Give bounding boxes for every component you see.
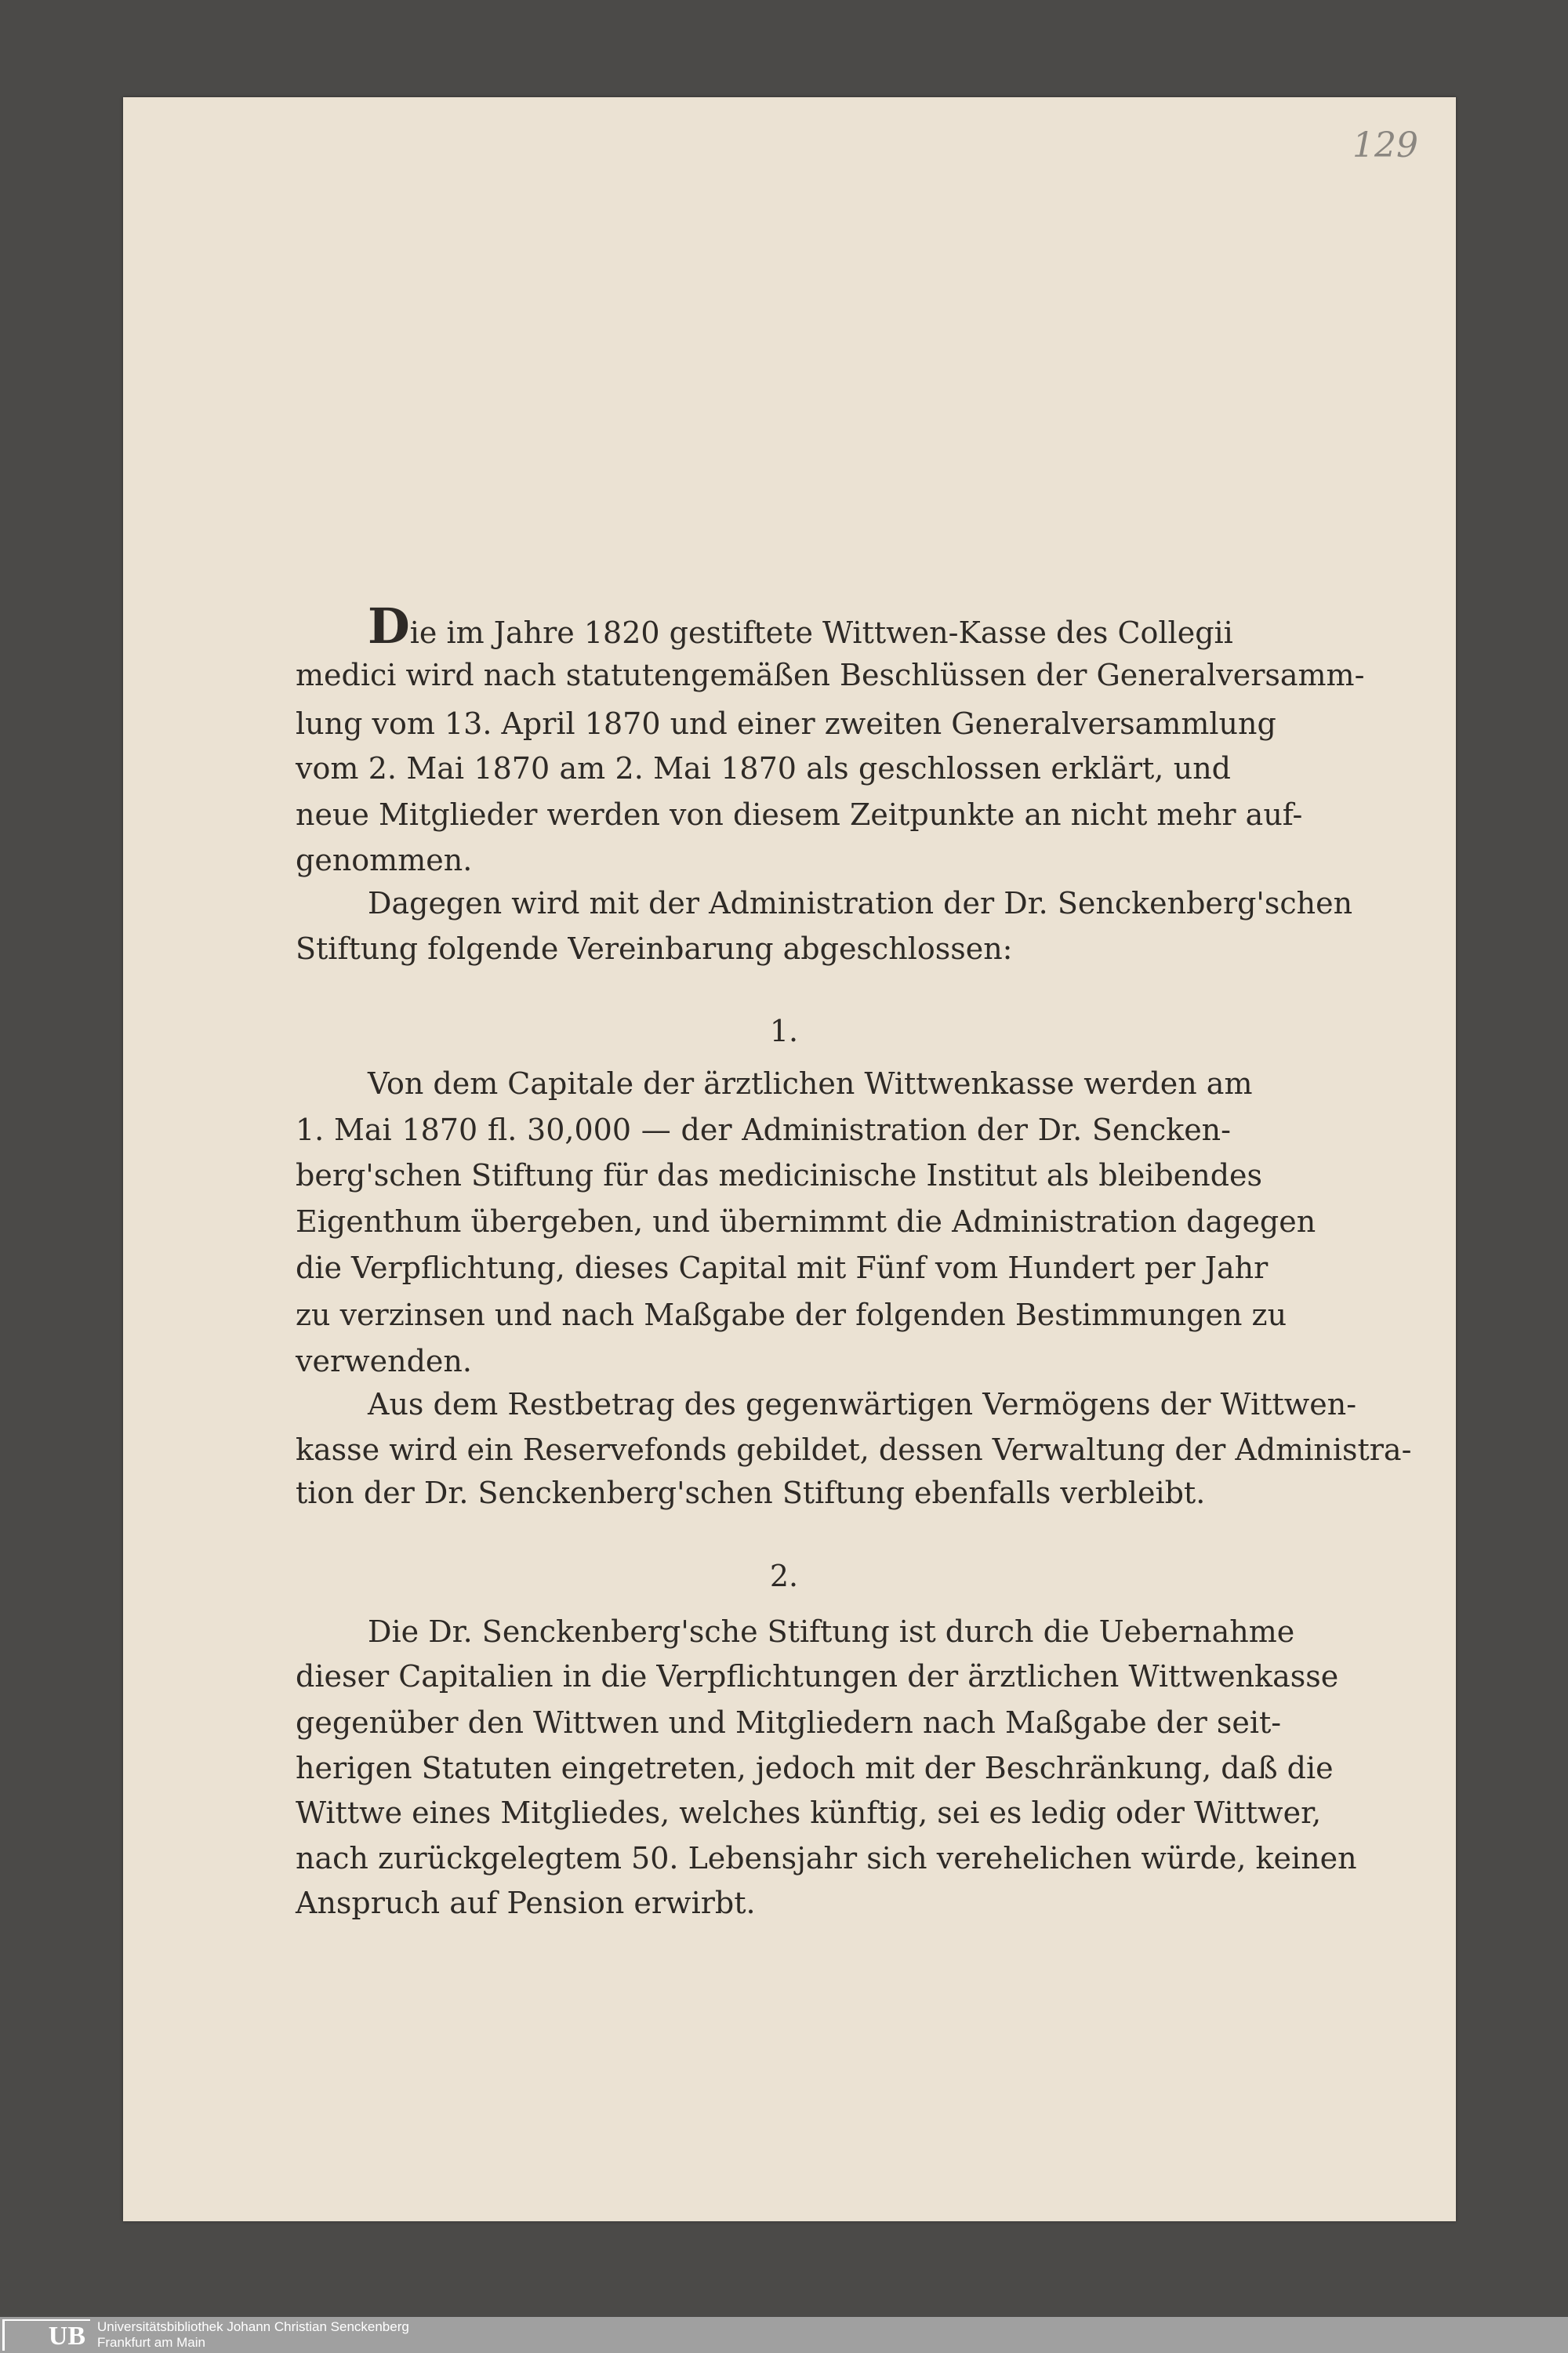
text-line: verwenden. — [296, 1344, 472, 1378]
initial-letter: D — [368, 597, 410, 655]
text-line: dieser Capitalien in die Verpflichtungen der ärztlichen Wittwenkasse — [296, 1659, 1339, 1694]
section-number: 1. — [769, 1014, 799, 1048]
logo-text: UB — [48, 2322, 85, 2351]
library-footer — [0, 2317, 1568, 2353]
text-line: Von dem Capitale der ärztlichen Wittwenkasse werden am — [368, 1066, 1253, 1101]
text-line: Die Dr. Senckenberg'sche Stiftung ist durch die Uebernahme — [368, 1614, 1295, 1649]
library-location: Frankfurt am Main — [97, 2335, 205, 2350]
text-line: Stiftung folgende Vereinbarung abgeschlossen: — [296, 931, 1013, 966]
text-line: zu verzinsen und nach Maßgabe der folgenden Bestimmungen zu — [296, 1298, 1287, 1332]
text-line: 1. Mai 1870 fl. 30,000 — der Administration der Dr. Sencken- — [296, 1113, 1231, 1147]
text-line: berg'schen Stiftung für das medicinische Institut als bleibendes — [296, 1158, 1263, 1193]
text-line: neue Mitglieder werden von diesem Zeitpunkte an nicht mehr auf- — [296, 797, 1303, 832]
text-line: kasse wird ein Reservefonds gebildet, dessen Verwaltung der Administra- — [296, 1432, 1412, 1467]
text-line — [368, 597, 1233, 655]
library-credit — [97, 2319, 409, 2351]
text-line: gegenüber den Wittwen und Mitgliedern nach Maßgabe der seit- — [296, 1705, 1282, 1740]
text-span: ie im Jahre 1820 gestiftete Wittwen-Kasse des Collegii — [409, 615, 1233, 650]
text-line: herigen Statuten eingetreten, jedoch mit der Beschränkung, daß die — [296, 1751, 1334, 1785]
text-line: Aus dem Restbetrag des gegenwärtigen Vermögens der Wittwen- — [368, 1387, 1357, 1422]
text-line: vom 2. Mai 1870 am 2. Mai 1870 als geschlossen erklärt, und — [296, 751, 1231, 786]
text-line: nach zurückgelegtem 50. Lebensjahr sich verehelichen würde, keinen — [296, 1841, 1357, 1876]
ub-logo — [2, 2319, 90, 2351]
text-line: Dagegen wird mit der Administration der Dr. Senckenberg'schen — [368, 886, 1353, 921]
library-name: Universitätsbibliothek Johann Christian Senckenberg — [97, 2319, 409, 2334]
text-line: tion der Dr. Senckenberg'schen Stiftung ebenfalls verbleibt. — [296, 1476, 1206, 1510]
section-number: 2. — [769, 1559, 799, 1593]
text-line: Wittwe eines Mitgliedes, welches künftig, sei es ledig oder Wittwer, — [296, 1796, 1322, 1830]
text-line: genommen. — [296, 843, 473, 877]
text-line: Eigenthum übergeben, und übernimmt die Administration dagegen — [296, 1204, 1316, 1239]
text-line: Anspruch auf Pension erwirbt. — [296, 1886, 756, 1920]
handwritten-page-number: 129 — [1352, 125, 1418, 165]
text-line: medici wird nach statutengemäßen Beschlüssen der Generalversamm- — [296, 658, 1365, 692]
text-line: lung vom 13. April 1870 und einer zweiten Generalversammlung — [296, 706, 1276, 741]
text-line: die Verpflichtung, dieses Capital mit Fünf vom Hundert per Jahr — [296, 1251, 1269, 1285]
